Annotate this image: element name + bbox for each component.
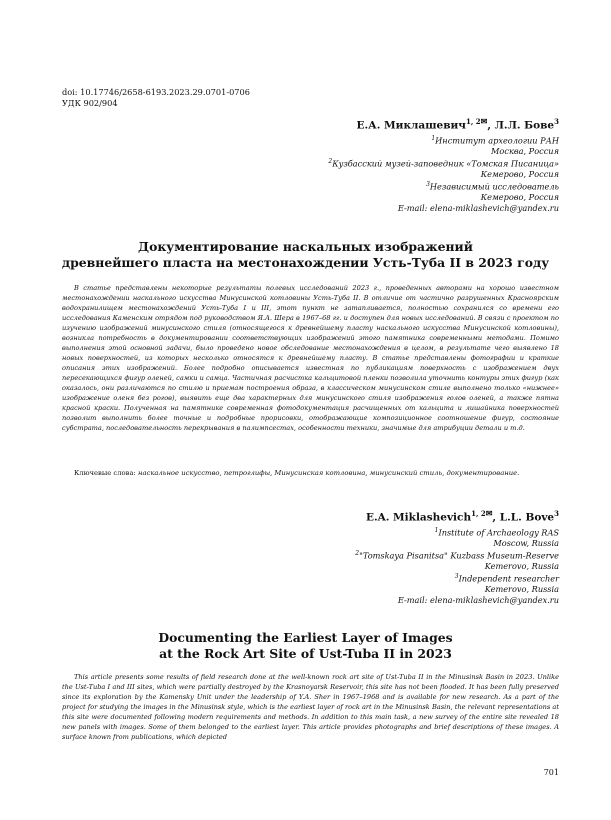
- abstract-en: This article presents some results of field research done at the well-known rock art site of Ust-Tuba II in the Minusinsk Basin in 2023. Unlike the Ust-Tuba I and III sites, which were partially destroyed by the Krasnoyarsk Reservoir, this site has not been flooded. It has been fully preserved since its exploration by the Kamensky Unit under the leadership of Y.A. Sher in 1967–1968 and is available for new research. As a part of the project for studying the images in the Minusinsk style, which is the earliest layer of rock art in the Minusinsk Basin, the relevant representations at this site were documented following modern requirements and methods. In addition to this main task, a new survey of the entire site revealed 18 new panels with images. Some of them belonged to the earliest layer. This article provides photographs and brief descriptions of these images. A surface known from publications, which depicted: [62, 673, 559, 741]
- doi: doi: 10.17746/2658-6193.2023.29.0701-0706: [62, 87, 250, 97]
- affil-line: [355, 584, 559, 595]
- affiliations-en: [355, 526, 559, 605]
- affil-line: [328, 180, 559, 192]
- affil-sup: 3: [426, 180, 430, 188]
- affil-line: [355, 561, 559, 572]
- keywords-text: наскальное искусство, петроглифы, Минусинская котловина, минусинский стиль, документирование.: [137, 469, 520, 477]
- title-line: Documenting the Earliest Layer of Images: [158, 630, 453, 645]
- affil-line: [355, 572, 559, 584]
- keywords-ru: [74, 468, 559, 478]
- affil-text: Москва, Россия: [491, 146, 559, 157]
- affil-text: Independent researcher: [458, 573, 559, 584]
- affil-text: Moscow, Russia: [493, 538, 559, 549]
- affil-line: [355, 538, 559, 549]
- affil-sup: 2: [355, 549, 360, 557]
- title-ru: [0, 239, 611, 271]
- affil-line: [328, 169, 559, 180]
- affil-sup: 3: [454, 572, 459, 580]
- affil-text: Институт археологии РАН: [435, 135, 559, 146]
- affil-line: [328, 203, 559, 214]
- author-name-1: E.A. Miklashevich: [365, 511, 472, 524]
- affil-line: [328, 134, 559, 146]
- affil-text: Кемерово, Россия: [480, 169, 559, 180]
- author-name-2: L.L. Bove: [499, 511, 555, 524]
- affil-sup: 1: [434, 527, 439, 534]
- affil-text: Kemerovo, Russia: [484, 561, 559, 572]
- udc: УДК 902/904: [62, 98, 118, 108]
- affil-line: [328, 146, 559, 157]
- title-line: древнейшего пласта на местонахождении Усть-Туба II в 2023 году: [61, 255, 550, 270]
- authors-ru: [357, 116, 559, 132]
- affil-text: "Tomskaya Pisanitsa" Kuzbass Museum-Reserve: [359, 550, 559, 561]
- affil-text: Кемерово, Россия: [480, 192, 559, 203]
- affil-text: Institute of Archaeology RAS: [438, 527, 559, 538]
- authors-en: [366, 508, 559, 524]
- affil-text: Kemerovo, Russia: [484, 584, 559, 595]
- affil-line: [355, 526, 559, 538]
- title-line: at the Rock Art Site of Ust-Tuba II in 2023: [159, 646, 452, 661]
- title-line: Документирование наскальных изображений: [138, 239, 473, 254]
- author-sup-1: 1, 2: [465, 117, 481, 126]
- affil-line: [328, 192, 559, 203]
- author-name-1: Е.А. Миклашевич: [356, 119, 466, 132]
- author-sup-2: 3: [554, 117, 559, 126]
- affiliations-ru: [328, 134, 559, 213]
- keywords-label: Ключевые слова:: [74, 469, 138, 477]
- author-separator: ,: [487, 119, 495, 132]
- envelope-icon: ✉: [485, 508, 493, 518]
- affil-email: E-mail: elena-miklashevich@yandex.ru: [397, 594, 559, 605]
- affil-sup: 2: [328, 157, 333, 165]
- affil-sup: 1: [431, 135, 436, 142]
- title-en: [0, 630, 611, 662]
- author-separator: ,: [492, 511, 500, 524]
- affil-email: E-mail: elena-miklashevich@yandex.ru: [397, 202, 559, 213]
- affil-text: Независимый исследователь: [429, 181, 559, 192]
- affil-text: Кузбасский музей-заповедник «Томская Писаница»: [332, 158, 559, 169]
- envelope-icon: ✉: [480, 116, 488, 126]
- abstract-ru: В статье представлены некоторые результаты полевых исследований 2023 г., проведенных авторами на хорошо известном местонахождении наскального искусства Минусинской котловины Усть-Туба II. В отличие от частично разрушенных Красноярским водохранилищем местонахождений Усть-Туба I и III, этот пункт не затапливается, полностью сохранился со времени его исследования Каменским отрядом под руководством Я.А. Шера в 1967–68 гг. и доступен для новых исследований. В связи с проектом по изучению изображений минусинского стиля (относящегося к древнейшему пласту наскального искусства Минусинской котловины), возникла потребность в документировании соответствующих изображений этого памятника современными методами. Помимо выполнения этой основной задачи, было проведено новое обследование местонахождения в целом, в результате чего выявлено 18 новых поверхностей, из которых несколько относятся к древнейшему пласту. В статье представлены фотографии и краткие описания этих изображений. Более подробно описывается известная по публикациям поверхность с изображением двух пересекающихся фигур оленей, самки и самца. Частичная расчистка кальцитовой пленки позволила уточнить контуры этих фигур (как оказалось, они различаются по стилю и приемам построения образа, в классическом минусинском стиле выполнено только «нижнее» изображение оленя без рогов), выявить еще два характерных для минусинского стиля изображения голов оленей, а также пятна красной краски. Полученная на памятнике современная фотодокументация расчищенных от кальцита и лишайника поверхностей позволит выполнить более точные и подробные прорисовки, отображающие композиционное соотношение фигур, состояние субстрата, последовательность перекрывания в палимпсестах, особенности техники, значимые для атрибуции детали и т.д.: [62, 284, 559, 432]
- author-name-2: Л.Л. Бове: [494, 119, 555, 132]
- author-sup-2: 3: [554, 509, 559, 518]
- affil-line: [328, 157, 559, 169]
- affil-line: [355, 549, 559, 561]
- affil-line: [355, 595, 559, 606]
- author-sup-1: 1, 2: [471, 509, 486, 518]
- page-number: 701: [543, 768, 559, 777]
